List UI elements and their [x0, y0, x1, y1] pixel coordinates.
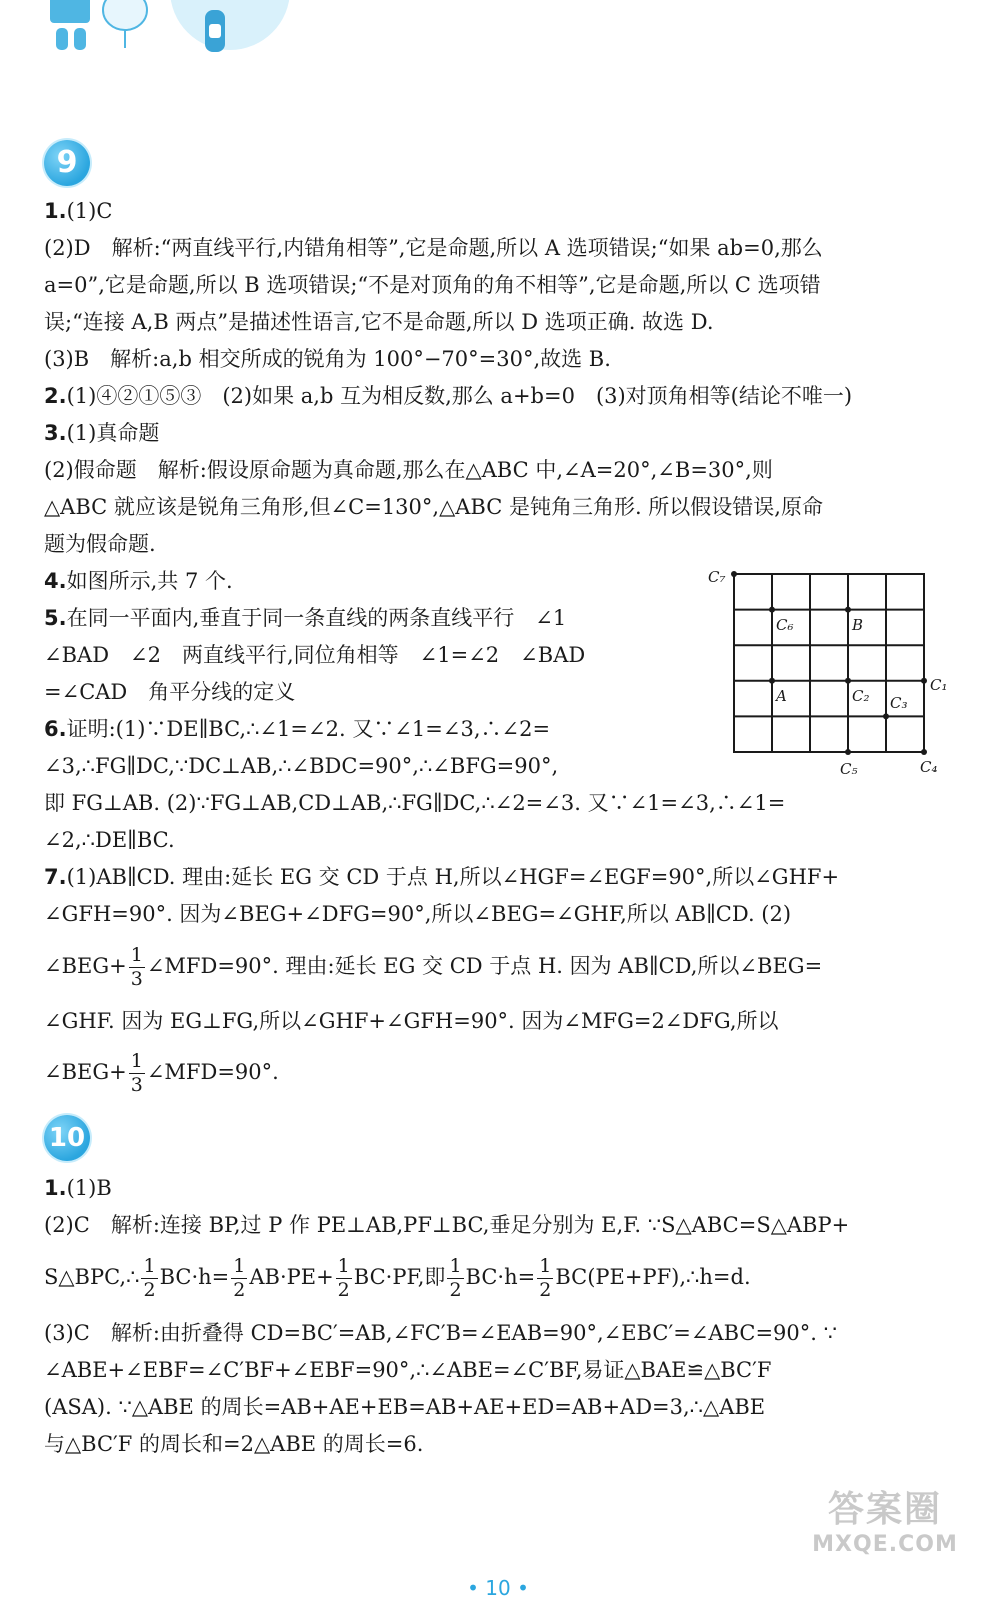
- question-number: 1.: [44, 1176, 67, 1200]
- header-decoration: [0, 0, 300, 70]
- answer-text: ∠BEG+: [44, 954, 127, 978]
- answer-text: (1)AB∥CD. 理由:延长 EG 交 CD 于点 H,所以∠HGF=∠EGF=90°,所以∠GHF+: [66, 865, 840, 889]
- answer-line: (2)假命题 解析:假设原命题为真命题,那么在△ABC 中,∠A=20°,∠B=30°,则: [44, 458, 773, 482]
- answer-line: =∠CAD 角平分线的定义: [44, 680, 296, 704]
- question-number: 4.: [44, 569, 67, 593]
- question-number: 6.: [44, 717, 67, 741]
- answer-text: S△BPC,∴: [44, 1265, 140, 1289]
- grid-point-c3: [883, 713, 889, 719]
- fraction-one-half: [447, 1257, 463, 1300]
- label-c1: C₁: [930, 676, 948, 694]
- label-c3: C₃: [890, 694, 908, 712]
- fraction-one-third: [129, 946, 145, 989]
- answer-text: (1)B: [66, 1176, 112, 1200]
- fraction-denominator: 2: [449, 1279, 462, 1301]
- label-c6: C₆: [776, 616, 794, 634]
- answer-text: ∠MFD=90°. 理由:延长 EG 交 CD 于点 H. 因为 AB∥CD,所以∠BEG=: [146, 954, 823, 978]
- watermark-url: MXQE.COM: [812, 1532, 958, 1557]
- answer-line: [44, 1173, 112, 1203]
- watermark: [790, 1488, 980, 1568]
- fraction-numerator: 1: [233, 1255, 246, 1277]
- fraction-denominator: 3: [130, 1074, 143, 1096]
- answer-line: 与△BC′F 的周长和=2△ABE 的周长=6.: [44, 1432, 424, 1456]
- answer-text: BC(PE+PF),∴h=d.: [555, 1265, 751, 1289]
- question-number: 7.: [44, 865, 67, 889]
- question-number: 2.: [44, 384, 67, 408]
- answer-line: 题为假命题.: [44, 532, 156, 556]
- answer-line: (3)C 解析:由折叠得 CD=BC′=AB,∠FC′B=∠EAB=90°,∠EBC′=∠ABC=90°. ∵: [44, 1321, 837, 1345]
- answer-line: ∠3,∴FG∥DC,∵DC⊥AB,∴∠BDC=90°,∴∠BFG=90°,: [44, 754, 559, 778]
- fraction-denominator: 2: [233, 1279, 246, 1301]
- grid-point-c1: [921, 678, 927, 684]
- grid-lines: [734, 574, 924, 752]
- page-number: • 10 •: [467, 1576, 529, 1600]
- question-number: 3.: [44, 421, 67, 445]
- answer-line: △ABC 就应该是锐角三角形,但∠C=130°,△ABC 是钝角三角形. 所以假设错误,原命: [44, 495, 823, 519]
- label-a: A: [776, 687, 787, 705]
- answer-text: AB·PE+: [249, 1265, 334, 1289]
- grid-point-c5: [845, 749, 851, 755]
- answer-text: ∠BEG+: [44, 1060, 127, 1084]
- answer-line: ∠GHF. 因为 EG⊥FG,所以∠GHF+∠GFH=90°. 因为∠MFG=2∠DFG,所以: [44, 1009, 779, 1033]
- label-c5: C₅: [840, 760, 858, 778]
- answer-text: (1)真命题: [66, 421, 160, 445]
- label-c4: C₄: [920, 758, 938, 776]
- label-b: B: [852, 616, 864, 634]
- answer-text: BC·PF,即: [353, 1265, 446, 1289]
- grid-point-c2: [845, 678, 851, 684]
- answer-line: (2)C 解析:连接 BP,过 P 作 PE⊥AB,PF⊥BC,垂足分别为 E,F. ∵S△ABC=S△ABP+: [44, 1213, 850, 1237]
- answer-line: [44, 196, 112, 226]
- answer-line: ∠GFH=90°. 因为∠BEG+∠DFG=90°,所以∠BEG=∠GHF,所以 AB∥CD. (2): [44, 902, 792, 926]
- answer-line-fraction: [44, 1257, 751, 1300]
- answer-line-fraction: [44, 1052, 279, 1095]
- answer-text: ∠MFD=90°.: [146, 1060, 279, 1084]
- answer-text: 在同一平面内,垂直于同一条直线的两条直线平行 ∠1: [66, 606, 567, 630]
- answer-text: 如图所示,共 7 个.: [66, 569, 233, 593]
- fraction-one-half: [537, 1257, 553, 1300]
- fraction-denominator: 2: [143, 1279, 156, 1301]
- fraction-denominator: 2: [539, 1279, 552, 1301]
- question-number: 5.: [44, 606, 67, 630]
- answer-line: [44, 603, 566, 633]
- grid-point-a: [769, 678, 775, 684]
- question-number: 1.: [44, 199, 67, 223]
- watermark-logo-text: 答案圈: [827, 1489, 942, 1530]
- answer-line: [44, 862, 839, 892]
- fraction-numerator: 1: [449, 1255, 462, 1277]
- answer-text: (1)C: [66, 199, 113, 223]
- fraction-numerator: 1: [130, 1050, 143, 1072]
- answer-line: ∠BAD ∠2 两直线平行,同位角相等 ∠1=∠2 ∠BAD: [44, 643, 586, 667]
- label-c7: C₇: [708, 568, 726, 586]
- fraction-numerator: 1: [130, 944, 143, 966]
- answer-text: 证明:(1)∵DE∥BC,∴∠1=∠2. 又∵∠1=∠3,∴∠2=: [66, 717, 551, 741]
- grid-point-b: [845, 607, 851, 613]
- fraction-one-third: [129, 1052, 145, 1095]
- answer-text: BC·h=: [159, 1265, 230, 1289]
- answer-line: 即 FG⊥AB. (2)∵FG⊥AB,CD⊥AB,∴FG∥DC,∴∠2=∠3. 又∵∠1=∠3,∴∠1=: [44, 791, 786, 815]
- answer-line: 误;“连接 A,B 两点”是描述性语言,它不是命题,所以 D 选项正确. 故选 D.: [44, 310, 714, 334]
- grid-point-c4: [921, 749, 927, 755]
- answer-line: [44, 714, 550, 744]
- answer-line: a=0”,它是命题,所以 B 选项错误;“不是对顶角的角不相等”,它是命题,所以 C 选项错: [44, 273, 821, 297]
- fraction-denominator: 3: [130, 968, 143, 990]
- fraction-numerator: 1: [539, 1255, 552, 1277]
- answer-line: (ASA). ∵△ABE 的周长=AB+AE+EB=AB+AE+ED=AB+AD=3,∴△ABE: [44, 1395, 766, 1419]
- fraction-one-half: [336, 1257, 352, 1300]
- section-number-badge: 10: [44, 1115, 90, 1161]
- answer-line: (3)B 解析:a,b 相交所成的锐角为 100°−70°=30°,故选 B.: [44, 347, 611, 371]
- grid-point-c6: [769, 607, 775, 613]
- answer-text: (1)④②①⑤③ (2)如果 a,b 互为相反数,那么 a+b=0 (3)对顶角相等(结论不唯一): [66, 384, 853, 408]
- answer-line: (2)D 解析:“两直线平行,内错角相等”,它是命题,所以 A 选项错误;“如果 ab=0,那么: [44, 236, 823, 260]
- answer-line: [44, 381, 852, 411]
- answer-line: ∠ABE+∠EBF=∠C′BF+∠EBF=90°,∴∠ABE=∠C′BF,易证△BAE≌△BC′F: [44, 1358, 772, 1382]
- answer-line-fraction: [44, 946, 822, 989]
- answer-line: [44, 566, 233, 596]
- answer-line: [44, 418, 159, 448]
- section-number-badge: 9: [44, 140, 90, 186]
- fraction-numerator: 1: [143, 1255, 156, 1277]
- grid-figure: [704, 562, 964, 782]
- answer-line: ∠2,∴DE∥BC.: [44, 828, 175, 852]
- grid-point-c7: [731, 571, 737, 577]
- fraction-denominator: 2: [337, 1279, 350, 1301]
- fraction-one-half: [231, 1257, 247, 1300]
- label-c2: C₂: [852, 687, 870, 705]
- fraction-one-half: [141, 1257, 157, 1300]
- answer-text: BC·h=: [465, 1265, 536, 1289]
- fraction-numerator: 1: [337, 1255, 350, 1277]
